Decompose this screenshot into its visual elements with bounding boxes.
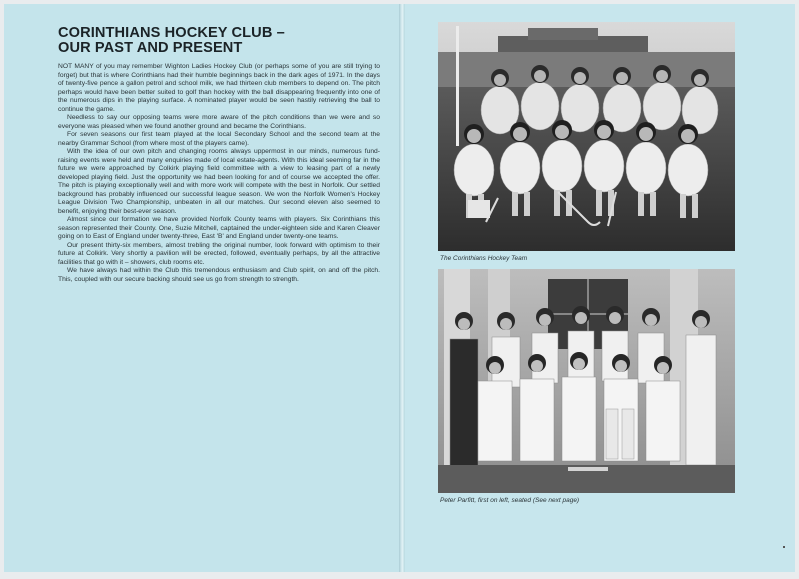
bottom-photo-caption: Peter Parfitt, first on left, seated (See next page) [440, 497, 580, 504]
paragraph: Almost since our formation we have provided Norfolk County teams with players. Six Corinthians this season represented their County. One, Suzie Mitchell, captained the under-eighteen side and Karen Cleaver going on to East of England under twenty-three, East 'B' and England under twenty-one teams. [58, 216, 380, 240]
article-title [58, 26, 378, 56]
article-title-line-2: OUR PAST AND PRESENT [58, 40, 243, 56]
page-mark [783, 546, 785, 548]
paragraph: For seven seasons our first team played at the local Secondary School and the second team at the nearby Grammar School (from where most of the players came). [58, 131, 380, 147]
hockey-team-photo [438, 22, 735, 251]
paragraph: Our present thirty-six members, almost trebling the original number, look forward with optimism to their future at Colkirk. Very shortly a pavilion will be erected, followed, eventually perhaps, by all the attractive facilities that go with it – showers, club rooms etc. [58, 241, 380, 266]
mens-team-photo-image [438, 269, 735, 493]
paragraph: Needless to say our opposing teams were more aware of the pitch conditions than we were and so everyone was pleased when we found another ground and became the Corinthians. [58, 114, 380, 130]
hockey-team-photo-image [438, 22, 735, 251]
top-photo-caption: The Corinthians Hockey Team [440, 255, 528, 262]
article-body [58, 63, 380, 284]
paragraph: NOT MANY of you may remember Wighton Ladies Hockey Club (or perhaps some of you are still trying to forget) but that is where Corinthians had their humble beginnings back in the dark ages of 1971. In the days of twenty-five pence a gallon petrol and school milk, we had thirteen club members to depend on. The pitch perhaps would have been better suited to golf than hockey with the ball disappearing frequently into one of the numerous dips in the playing surface. A nominated player would be seen hastily retrieving the ball to continue the game. [58, 63, 380, 113]
paragraph: With the idea of our own pitch and changing rooms always uppermost in our minds, numerous fund-raising events were held and many enquiries made of local estate-agents. With this ideal seeming far in the future we were approached by Colkirk playing field committee with a view to leasing part of a newly developed playing field. Just the opportunity we had been looking for and of course we accepted the offer. The pitch is playing exceptionally well and with more work will compete with the best in Norfolk. Our settled background has probably influenced our successful league season. We won the Norfolk Women's Hockey League Division Two Championship, unbeaten in all our matches. Our second eleven also seemed to benefit, enjoying their best-ever season. [58, 148, 380, 215]
mens-team-photo [438, 269, 735, 493]
paragraph: We have always had within the Club this tremendous enthusiasm and Club spirit, on and off the pitch. This, coupled with our secure backing should see us go from strength to strength. [58, 267, 380, 283]
article-title-line-1: CORINTHIANS HOCKEY CLUB – [58, 25, 285, 41]
